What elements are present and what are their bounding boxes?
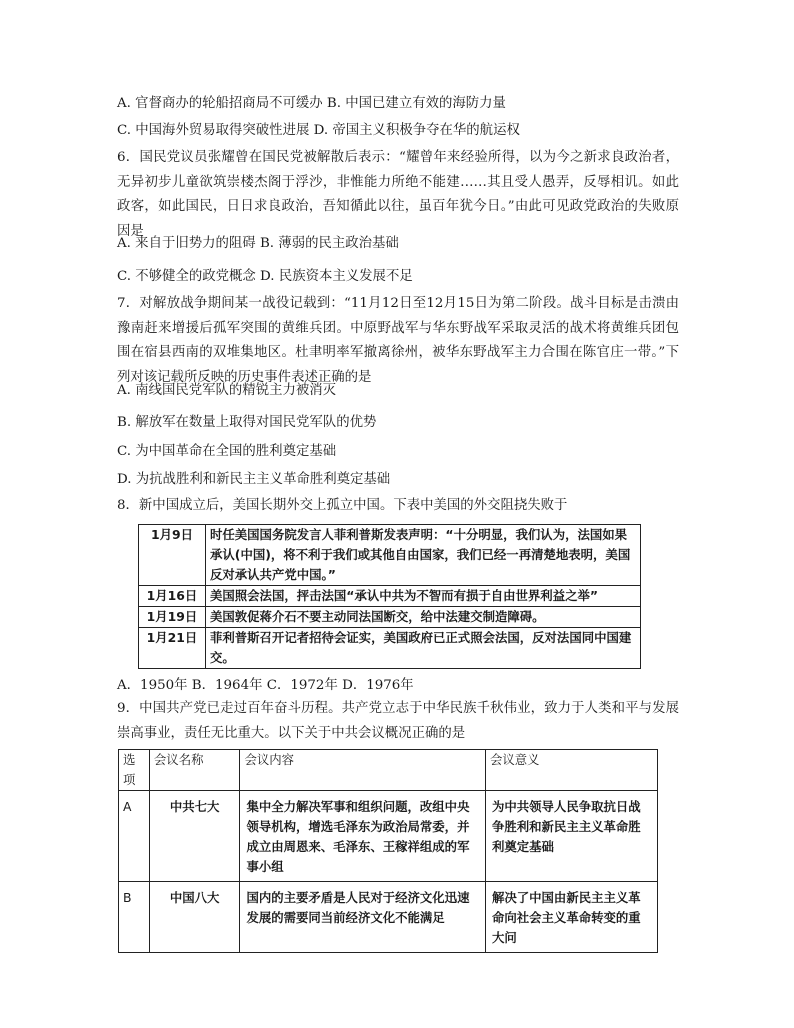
header-option: 选项 bbox=[119, 750, 150, 791]
q8-table bbox=[138, 524, 641, 669]
table-cell-event: 时任美国国务院发言人菲利普斯发表声明：“十分明显，我们认为，法国如果承认(中国)，将不利于我们或其他自由国家，我们已经一再清楚地表明，美国反对承认共产党中国。” bbox=[206, 525, 641, 586]
q9-table bbox=[118, 749, 658, 953]
cell-meeting-content: 国内的主要矛盾是人民对于经济文化迅速发展的需要同当前经济文化不能满足 bbox=[240, 882, 486, 953]
table-cell-event: 美国敦促蒋介石不要主动同法国断交，给中法建交制造障碍。 bbox=[206, 607, 641, 628]
q7-option-a: A. 南线国民党军队的精锐主力被消灭 bbox=[117, 383, 337, 398]
q5-options-cd: C. 中国海外贸易取得突破性进展 D. 帝国主义积极争夺在华的航运权 bbox=[117, 123, 520, 138]
table-row bbox=[139, 628, 641, 669]
cell-meeting-name: 中国八大 bbox=[149, 882, 240, 953]
cell-meeting-meaning: 解决了中国由新民主主义革命向社会主义革命转变的重大问 bbox=[485, 882, 657, 953]
table-cell-date: 1月9日 bbox=[139, 525, 206, 586]
cell-meeting-name: 中共七大 bbox=[149, 791, 240, 882]
q6-options-ab: A. 来自于旧势力的阻碍 B. 薄弱的民主政治基础 bbox=[117, 236, 399, 251]
q8-stem: 8．新中国成立后，美国长期外交上孤立中国。下表中美国的外交阻挠失败于 bbox=[117, 498, 568, 513]
table-row bbox=[119, 791, 658, 882]
q7-option-b: B. 解放军在数量上取得对国民党军队的优势 bbox=[117, 415, 377, 430]
header-meeting-content: 会议内容 bbox=[240, 750, 486, 791]
q5-options-ab: A. 官督商办的轮船招商局不可缓办 B. 中国已建立有效的海防力量 bbox=[117, 96, 506, 111]
table-row bbox=[139, 586, 641, 607]
table-header-row bbox=[119, 750, 658, 791]
header-meeting-name: 会议名称 bbox=[149, 750, 240, 791]
cell-meeting-meaning: 为中共领导人民争取抗日战争胜利和新民主主义革命胜利奠定基础 bbox=[485, 791, 657, 882]
q7-stem: 7．对解放战争期间某一战役记载到：“11月12日至12月15日为第二阶段。战斗目标是击溃由豫南赶来增援后孤军突围的黄维兵团。中原野战军与华东野战军采取灵活的战术将黄维兵团包围在宿县西南的双堆集地区。杜聿明率军撤离徐州，被华东野战军主力合围在陈官庄一带。”下列对该记载所反映的历史事件表述正确的是 bbox=[117, 296, 679, 385]
q8-options: A．1950年 B．1964年 C．1972年 D．1976年 bbox=[117, 678, 414, 693]
cell-meeting-content: 集中全力解决军事和组织问题，改组中央领导机构，增选毛泽东为政治局常委，并成立由周恩来、毛泽东、王稼祥组成的军事小组 bbox=[240, 791, 486, 882]
q7-option-c: C. 为中国革命在全国的胜利奠定基础 bbox=[117, 444, 337, 459]
q6-stem: 6．国民党议员张耀曾在国民党被解散后表示：“耀曾年来经验所得，以为今之新求良政治者，无异初步儿童欲筑崇楼杰阁于浮沙，非惟能力所绝不能建……其且受人愚弄，反辱相讥。如此政客，如此国民，日日求良政治，吾知循此以往，虽百年犹今日。”由此可见政党政治的失败原因是 bbox=[117, 150, 679, 239]
table-row bbox=[139, 525, 641, 586]
table-row bbox=[119, 882, 658, 953]
cell-option: B bbox=[119, 882, 150, 953]
q7-option-d: D. 为抗战胜利和新民主主义革命胜利奠定基础 bbox=[117, 472, 391, 487]
header-meeting-meaning: 会议意义 bbox=[485, 750, 657, 791]
table-row bbox=[139, 607, 641, 628]
cell-option: A bbox=[119, 791, 150, 882]
q6-options-cd: C. 不够健全的政党概念 D. 民族资本主义发展不足 bbox=[117, 269, 413, 284]
table-cell-date: 1月19日 bbox=[139, 607, 206, 628]
table-cell-event: 菲利普斯召开记者招待会证实，美国政府已正式照会法国，反对法国同中国建交。 bbox=[206, 628, 641, 669]
table-cell-event: 美国照会法国，抨击法国“承认中共为不智而有损于自由世界利益之举” bbox=[206, 586, 641, 607]
table-cell-date: 1月21日 bbox=[139, 628, 206, 669]
table-cell-date: 1月16日 bbox=[139, 586, 206, 607]
q9-stem: 9．中国共产党已走过百年奋斗历程。共产党立志于中华民族千秋伟业，致力于人类和平与发展崇高事业，责任无比重大。以下关于中共会议概况正确的是 bbox=[117, 701, 679, 741]
